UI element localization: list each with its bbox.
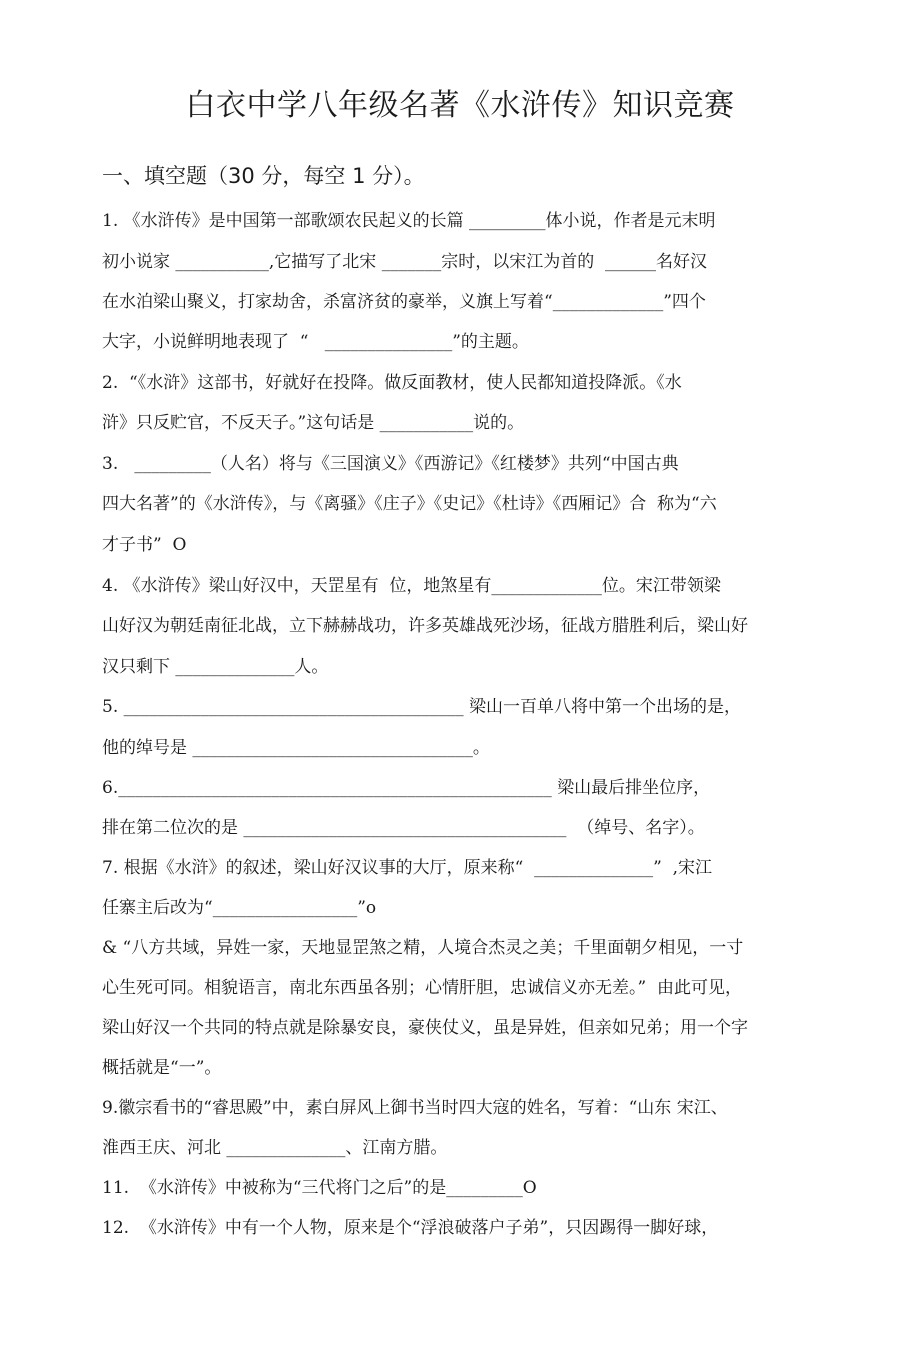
text-line: 心生死可同。相貌语言，南北东西虽各别；心情肝胆，忠诚信义亦无差。” 由此可见， [102,978,742,998]
text-line: 12. 《水浒传》中有一个人物，原来是个“浮浪破落户子弟”，只因踢得一脚好球， [102,1218,719,1238]
text-line: 2. “《水浒》这部书，好就好在投降。做反面教材，使人民都知道投降派。《水 [102,373,682,393]
text-line: 排在第二位次的是 ______________________________________ （绰号、名字）。 [102,818,705,838]
text-line: 6.___________________________________________________ 梁山最后排坐位序， [102,778,711,798]
text-line: 在水泊梁山聚义，打家劫舍，杀富济贫的豪举，义旗上写着“_____________”四个 [102,292,706,312]
text-line: 淮西王庆、河北 ______________、江南方腊。 [102,1138,448,1158]
page-title: 白衣中学八年级名著《水浒传》知识竞赛 [185,88,735,123]
text-line: 初小说家 ___________,它描写了北宋 _______宗时，以宋江为首的 ______名好汉 [102,252,708,272]
text-line: & “八方共域，异姓一家，天地显罡煞之精，人境合杰灵之美；千里面朝夕相见，一寸 [102,938,744,958]
text-line: 汉只剩下 ______________人。 [102,657,329,677]
text-line: 9.徽宗看书的“睿思殿”中，素白屏风上御书当时四大寇的姓名，写着：“山东 宋江、 [102,1098,728,1118]
text-line: 7. 根据《水浒》的叙述，梁山好汉议事的大厅，原来称“ ______________” ,宋江 [102,858,713,878]
text-line: 梁山好汉一个共同的特点就是除暴安良，豪侠仗义，虽是异姓，但亲如兄弟；用一个字 [102,1018,748,1038]
text-line: 11. 《水浒传》中被称为“三代将门之后”的是_________O [102,1178,537,1198]
text-line: 5. ________________________________________ 梁山一百单八将中第一个出场的是， [102,697,742,717]
text-line: 四大名著”的《水浒传》，与《离骚》《庄子》《史记》《杜诗》《西厢记》合 称为“六 [102,494,717,514]
section-heading: 一、填空题（30 分，每空 1 分）。 [102,164,425,188]
text-line: 任寨主后改为“_________________”o [102,898,377,918]
text-line: 4. 《水浒传》梁山好汉中，天罡星有 位，地煞星有_____________位。宋江带领梁 [102,576,721,596]
text-line: 才子书” O [102,535,187,555]
text-line: 概括就是“一”。 [102,1058,222,1078]
text-line: 大字，小说鲜明地表现了 “ _______________”的主题。 [102,332,529,352]
text-line: 他的绰号是 _________________________________。 [102,738,490,758]
text-line: 山好汉为朝廷南征北战，立下赫赫战功，许多英雄战死沙场，征战方腊胜利后，梁山好 [102,616,748,636]
text-line: 3. _________（人名）将与《三国演义》《西游记》《红楼梦》共列“中国古典 [102,454,679,474]
text-line: 浒》只反贮官，不反天子。”这句话是 ___________说的。 [102,413,525,433]
text-line: 1. 《水浒传》是中国第一部歌颂农民起义的长篇 _________体小说，作者是元末明 [102,211,716,231]
